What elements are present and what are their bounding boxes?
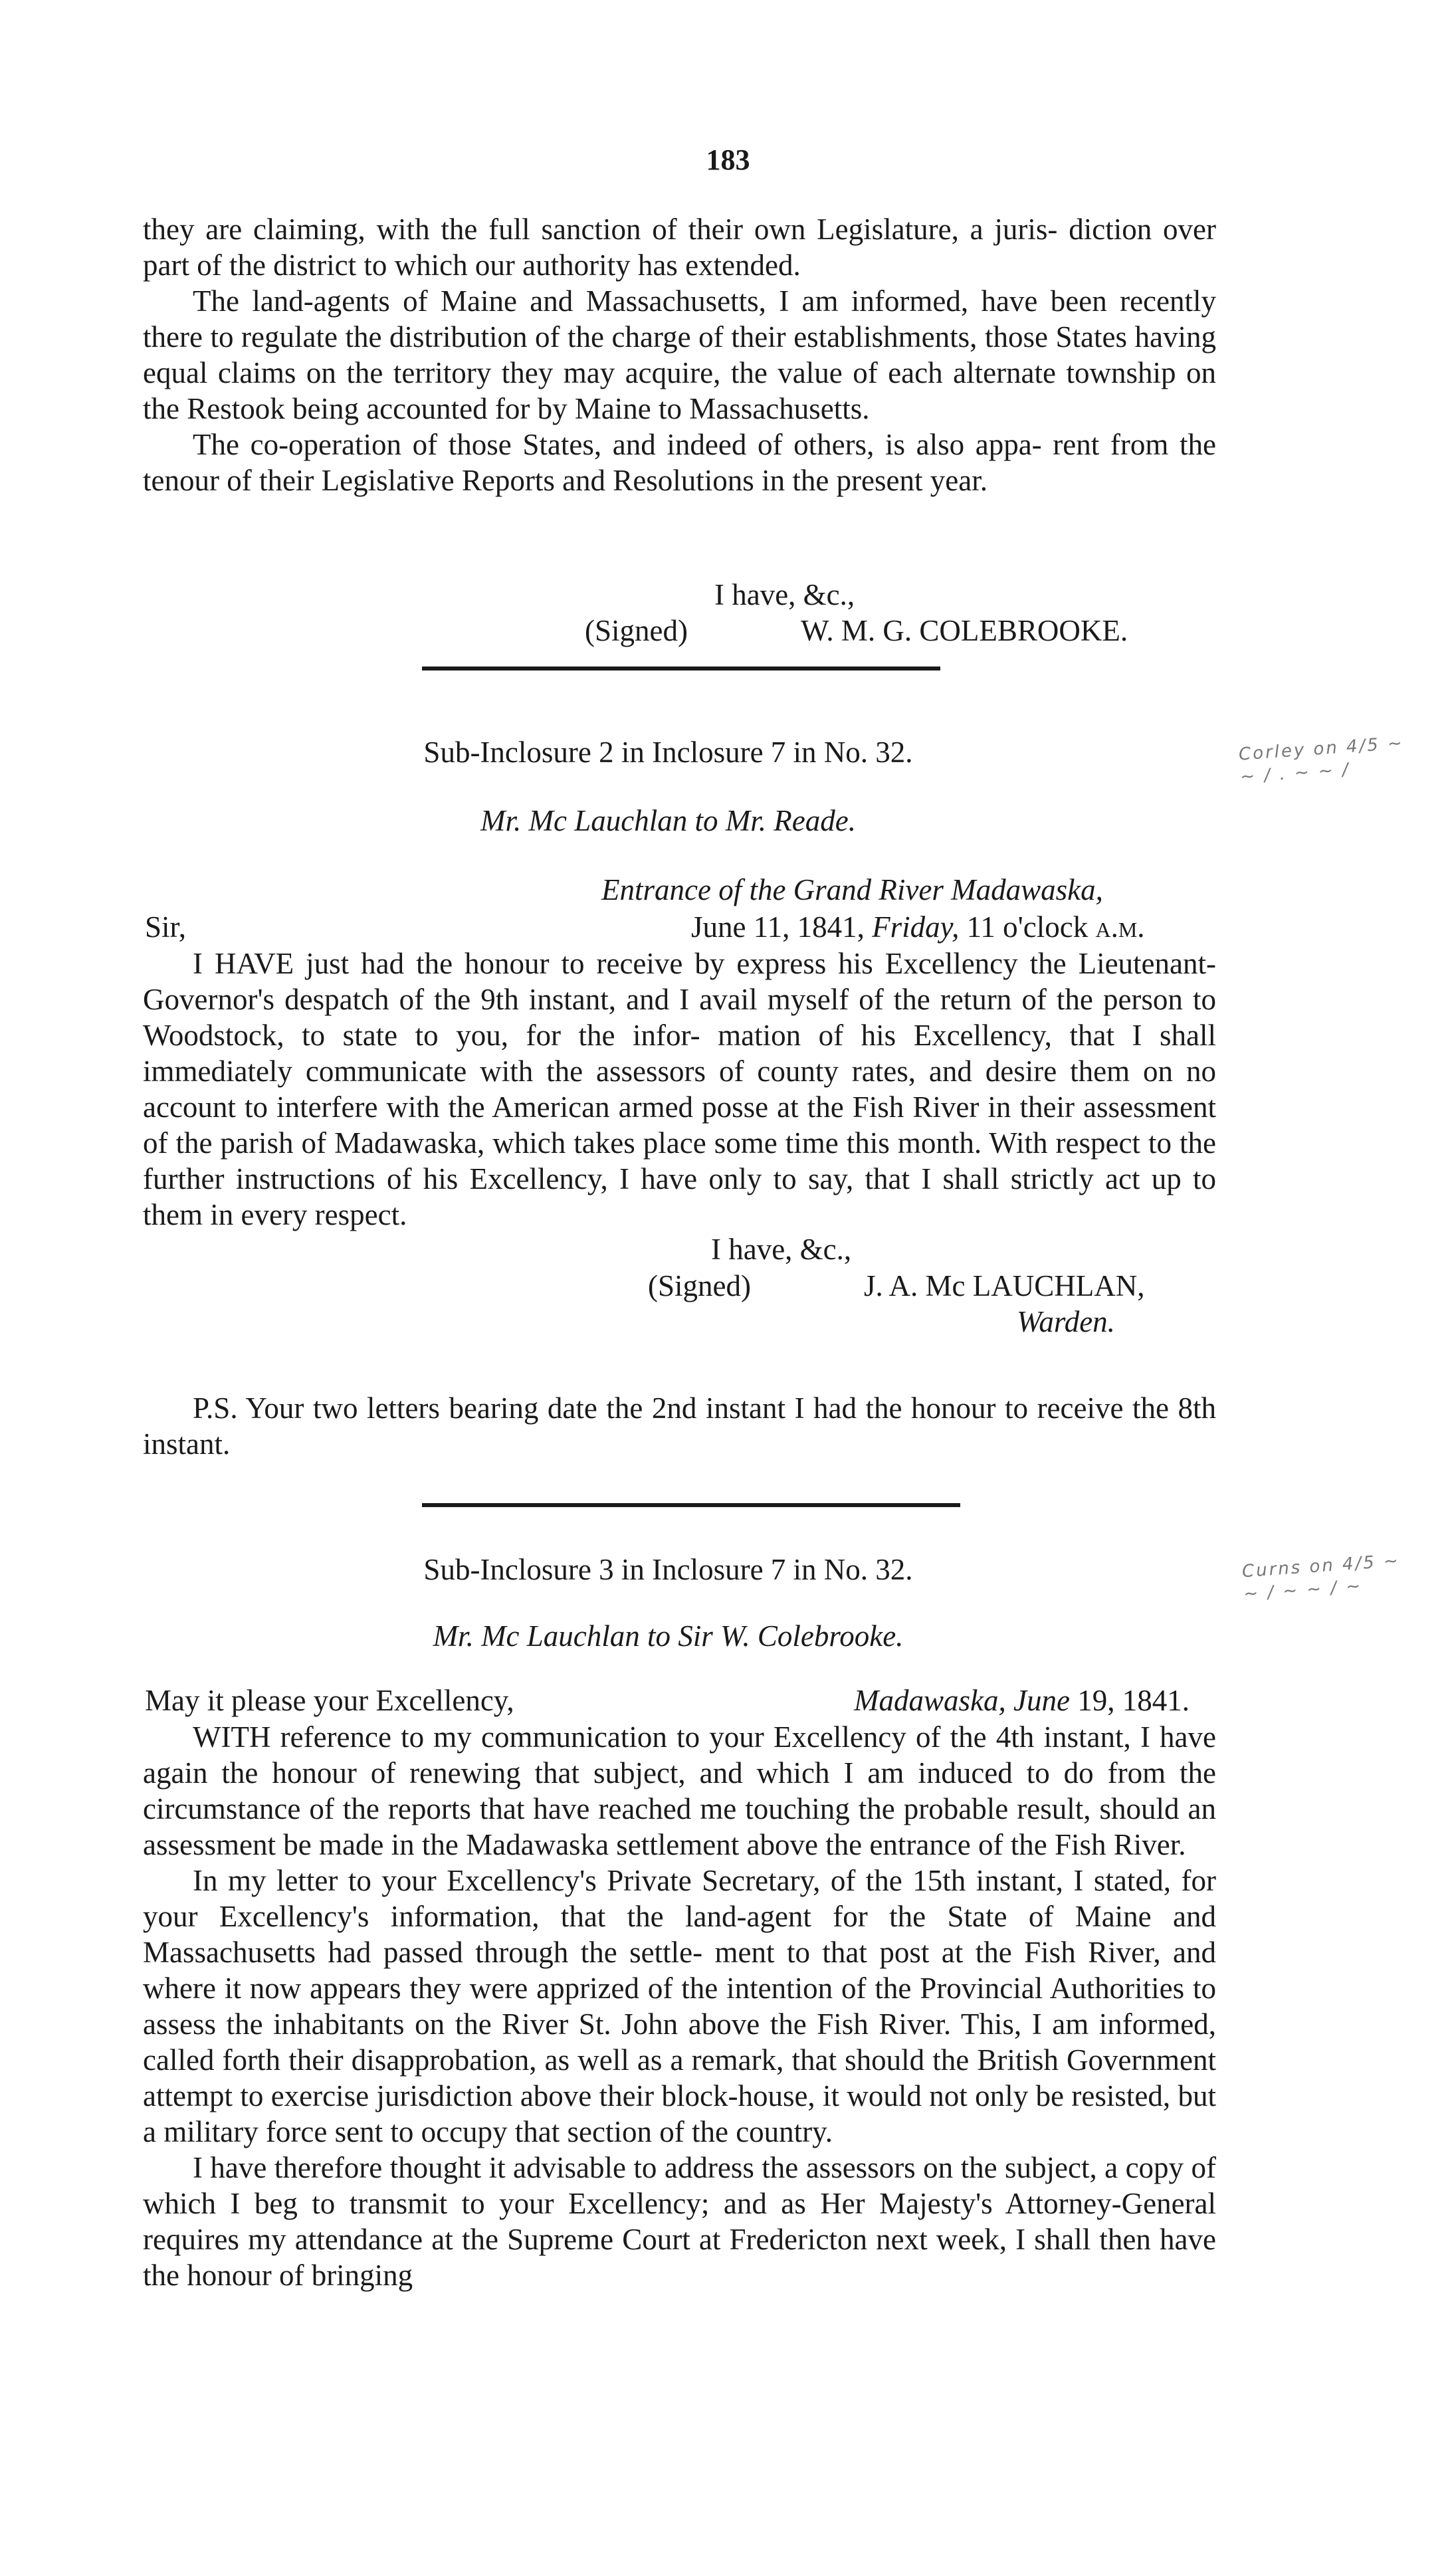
- paragraph: I have therefore thought it advisable to address the assessors on the subject, a copy of which I beg to transmit to your Excellency; and as Her Majesty's Attorney-General requires my attendance at the Supreme Court at Fredericton next week, I shall then have the honour of bringing: [143, 2151, 1216, 2292]
- page-number: 183: [706, 144, 750, 176]
- letter-body: [143, 1719, 1216, 2293]
- postscript: [143, 1390, 1216, 1462]
- letter-subheading: Mr. Mc Lauchlan to Sir W. Colebrooke.: [433, 1619, 904, 1653]
- paragraph: The land-agents of Maine and Massachusetts, I am informed, have been recently there to regulate the distribution of the charge of their establishments, those States having equal claims on the territory they may acquire, the value of each alternate township on the Restook being accounted for by Maine to Massachusetts.: [143, 284, 1216, 425]
- letter-date: Madawaska, June 19, 1841.: [854, 1684, 1190, 1717]
- letter-place: Entrance of the Grand River Madawaska,: [601, 873, 1103, 906]
- section-divider: [422, 1503, 960, 1507]
- letter-body: [143, 946, 1216, 1233]
- letter-date: June 11, 1841, Friday, 11 o'clock a.m.: [691, 910, 1145, 944]
- marginal-note: Corley on 4/5 ~ ~ / . ~ ~ /: [1238, 733, 1405, 787]
- letter-continuation: [143, 211, 1216, 498]
- paragraph: In my letter to your Excellency's Private Secretary, of the 15th instant, I stated, for your Excellency's information, that the land-agent for the State of Maine and Massachusetts had passed through the settle- ment to that post at the Fish River, and where it now appears they were apprized of the intention of the Provincial Authorities to assess the inhabitants on the River St. John above the Fish River. This, I am informed, called forth their disapprobation, as well as a remark, that should the British Government attempt to exercise jurisdiction above their block-house, it would not only be resisted, but a military force sent to occupy that section of the country.: [143, 1864, 1216, 2148]
- salutation: May it please your Excellency,: [145, 1684, 514, 1717]
- paragraph: P.S. Your two letters bearing date the 2nd instant I had the honour to receive the 8th instant.: [143, 1391, 1216, 1461]
- section-divider: [422, 667, 940, 670]
- paragraph: they are claiming, with the full sanction of their own Legislature, a juris- diction over part of the district to which our authority has extended.: [143, 213, 1216, 282]
- closing-line: I have, &c.,: [714, 578, 855, 611]
- sub-inclosure-heading: Sub-Inclosure 3 in Inclosure 7 in No. 32.: [423, 1553, 913, 1586]
- paragraph: I HAVE just had the honour to receive by express his Excellency the Lieutenant-Governor's despatch of the 9th instant, and I avail myself of the return of the person to Woodstock, to state to you, for the infor- mation of his Excellency, that I shall immediately communicate with the assessors of county rates, and desire them on no account to interfere with the American armed posse at the Fish River in their assessment of the parish of Madawaska, which takes place some time this month. With respect to the further instructions of his Excellency, I have only to say, that I shall strictly act up to them in every respect.: [143, 947, 1216, 1231]
- signed-label: (Signed): [585, 614, 688, 647]
- paragraph: WITH reference to my communication to your Excellency of the 4th instant, I have again the honour of renewing that subject, and which I am induced to do from the circumstance of the reports that have reached me touching the probable result, should an assessment be made in the Madawaska settlement above the entrance of the Fish River.: [143, 1720, 1216, 1861]
- signed-label: (Signed): [648, 1269, 751, 1302]
- closing-line: I have, &c.,: [711, 1233, 852, 1266]
- signature: W. M. G. COLEBROOKE.: [801, 614, 1128, 647]
- sub-inclosure-heading: Sub-Inclosure 2 in Inclosure 7 in No. 32.: [423, 736, 913, 769]
- letter-subheading: Mr. Mc Lauchlan to Mr. Reade.: [480, 804, 856, 837]
- signatory-title: Warden.: [1017, 1305, 1115, 1338]
- signature: J. A. Mc LAUCHLAN,: [864, 1269, 1145, 1302]
- salutation: Sir,: [145, 910, 186, 944]
- marginal-note: Curns on 4/5 ~ ~ / ~ ~ / ~: [1241, 1550, 1401, 1605]
- paragraph: The co-operation of those States, and indeed of others, is also appa- rent from the tenour of their Legislative Reports and Resolutions in the present year.: [143, 428, 1216, 497]
